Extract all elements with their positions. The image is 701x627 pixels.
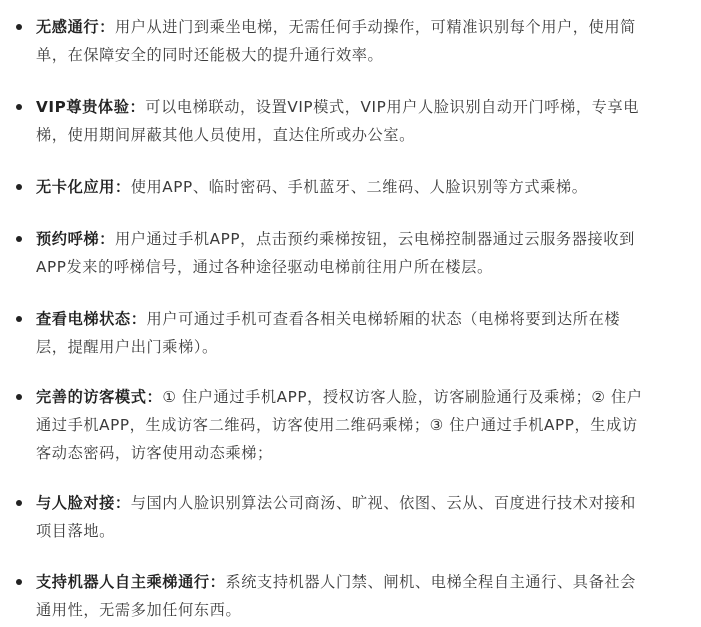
feature-title: 无感通行：	[36, 18, 115, 36]
feature-title: 预约呼梯：	[36, 230, 115, 248]
feature-title: 无卡化应用：	[36, 178, 131, 196]
bullet-icon	[16, 500, 22, 506]
bullet-icon	[16, 579, 22, 585]
bullet-icon	[16, 24, 22, 30]
list-item	[36, 489, 648, 545]
feature-title: 与人脸对接：	[36, 494, 131, 512]
bullet-icon	[16, 316, 22, 322]
bullet-icon	[16, 394, 22, 400]
list-item	[36, 305, 648, 361]
feature-description: 可以电梯联动，设置VIP模式，VIP用户人脸识别自动开门呼梯，专享电梯，使用期间屏蔽其他人员使用，直达住所或办公室。	[36, 98, 639, 144]
feature-title: 查看电梯状态：	[36, 310, 147, 328]
feature-description: ① 住户通过手机APP，授权访客人脸，访客刷脸通行及乘梯；② 住户通过手机APP，生成访客二维码，访客使用二维码乘梯；③ 住户通过手机APP，生成访客动态密码，访客使用动态乘梯；	[36, 388, 643, 462]
feature-description: 用户可通过手机可查看各相关电梯轿厢的状态（电梯将要到达所在楼层，提醒用户出门乘梯）。	[36, 310, 621, 356]
feature-description: 使用APP、临时密码、手机蓝牙、二维码、人脸识别等方式乘梯。	[130, 178, 588, 196]
feature-title: 完善的访客模式：	[36, 388, 163, 406]
feature-title: 支持机器人自主乘梯通行：	[36, 573, 226, 591]
bullet-icon	[16, 104, 22, 110]
list-item	[36, 568, 648, 624]
list-item	[36, 13, 648, 69]
list-item	[36, 225, 648, 281]
bullet-icon	[16, 184, 22, 190]
list-item	[36, 93, 648, 149]
feature-description: 用户从进门到乘坐电梯，无需任何手动操作，可精准识别每个用户，使用简单，在保障安全的同时还能极大的提升通行效率。	[36, 18, 636, 64]
feature-title: VIP尊贵体验：	[36, 98, 146, 116]
bullet-icon	[16, 236, 22, 242]
feature-description: 系统支持机器人门禁、闸机、电梯全程自主通行、具备社会通用性，无需多加任何东西。	[36, 573, 636, 619]
list-item	[36, 173, 648, 201]
list-item	[36, 383, 648, 467]
feature-description: 与国内人脸识别算法公司商汤、旷视、依图、云从、百度进行技术对接和项目落地。	[36, 494, 636, 540]
feature-description: 用户通过手机APP，点击预约乘梯按钮，云电梯控制器通过云服务器接收到APP发来的呼梯信号，通过各种途径驱动电梯前往用户所在楼层。	[36, 230, 635, 276]
